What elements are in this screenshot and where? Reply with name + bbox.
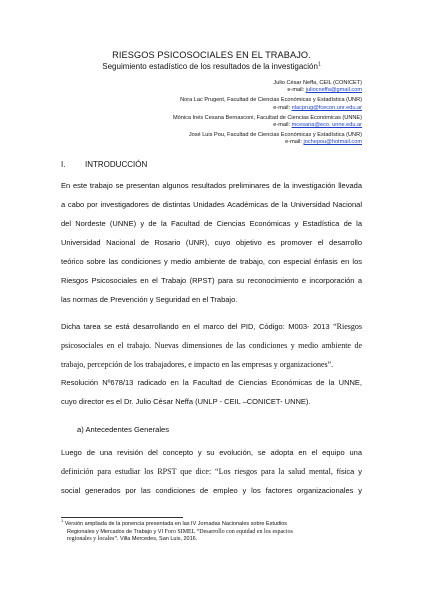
text-line: Luego de una revisión del concepto y su evolución, se adopta en el equipo una [61,448,362,457]
title-block [60,50,363,72]
author-email-link[interactable]: juliocneffa@gmail.com [305,87,362,94]
author-list [62,80,362,147]
author-name: Mónica Inés Cesana Bernasconi, Facultad de Ciencias Económicas (UNNE) [172,114,362,121]
text-segment: definición para estudiar los RPST que dice: “Los riesgos para la salud mental, [61,467,333,476]
text-line: Resolución Nº678/13 radicado en la Facultad de Ciencias Económicas de la UNNE, [61,378,362,387]
paper-subtitle [60,61,363,72]
text-segment: Dicha tarea se está desarrollando en el marco del PID, Código: M003- 2013 [61,322,330,331]
text-line: psicosociales en el trabajo. Nuevas dimensiones de las condiciones y medio ambiente de [61,341,362,350]
email-label: e-mail: [285,139,302,146]
text-line: del Nordeste (UNNE) y de la Facultad de Ciencias Económicas y Estadística de la [61,219,362,228]
author-email-link[interactable]: nlacprug@fcecon.unr.edu.ar [291,104,362,111]
text-line: En este trabajo se presentan algunos resultados preliminares de la investigación llevada [61,181,362,190]
section-title: INTRODUCCIÓN [85,160,148,169]
section-heading [61,160,147,170]
text-line: cuyo director es el Dr. Julio César Neffa (UNLP - CEIL –CONICET- UNNE). [61,397,311,406]
text-line: social generados por las condiciones de empleo y los factores organizacionales y [61,486,362,495]
subtitle-text: Seguimiento estadístico de los resultados de la investigación [102,62,318,71]
paragraph [61,443,362,500]
email-label: e-mail: [287,87,305,94]
text-segment: Regionales y Mercados de Trabajo y VI [67,528,163,535]
author-name: José Luis Pou, Facultad de Ciencias Económicas y Estadística (UNR) [188,131,362,138]
paragraph [61,373,362,411]
text-segment: Versión ampliada de la ponencia presentada en las IV Jornadas Nacionales sobre Estudios [64,521,288,527]
email-label: e-mail: [273,122,291,129]
author-email-line [62,122,362,129]
text-line [61,317,362,336]
footnote-divider [61,517,183,518]
author-name: Nora Lac Prugent, Facultad de Ciencias Económicas y Estadística (UNR) [180,97,362,104]
author-email-line [62,139,362,146]
author-email-line [62,87,362,94]
text-segment: Foro SIMEL “Desarrollo con equidad en los espacios [164,528,293,535]
footnote [61,518,362,544]
text-segment: física y [336,467,363,476]
text-line: a cabo por investigadores de distintas Unidades Académicas de la Universidad Nacional [61,200,362,209]
email-label: e-mail: [273,104,291,111]
text-line [61,462,362,481]
text-line: teórico sobre las condiciones y medio ambiente de trabajo, con especial énfasis en los [61,257,362,266]
section-number: I. [61,160,66,169]
text-segment: “Riesgos [333,322,362,331]
text-segment: Villa Mercedes, San Luis, 2016. [120,536,198,543]
paragraph [61,176,362,309]
paragraph [61,317,362,374]
author-email-line [62,105,362,112]
subtitle-footnote-mark[interactable]: 1 [317,61,321,68]
text-line: Universidad Nacional de Rosario (UNR), cuyo objetivo es promover el desarrollo [61,238,362,247]
text-line: Riesgos Psicosociales en el Trabajo (RPST) para su reconocimiento e incorporación a [61,276,362,285]
text-line: trabajo, percepción de los trabajadores, e impacto en las empresas y organizaciones”. [61,360,334,369]
author-email-link[interactable]: mcesana@eco. unne.edu.ar [291,122,362,129]
footnote-line [61,536,362,544]
text-line: las normas de Prevención y Seguridad en el Trabajo. [61,295,238,304]
footnote-mark: 1 [61,518,64,524]
author-email-link[interactable]: jochepou@hotmail.com [303,139,362,146]
footnote-line [61,518,362,529]
paper-title: RIESGOS PSICOSOCIALES EN EL TRABAJO. [112,50,311,60]
subsection-heading: a) Antecedentes Generales [77,425,170,434]
text-segment: regionales y locales”. [67,536,119,543]
footnote-line [61,529,362,537]
author-name: Julio César Neffa, CEIL (CONICET) [273,80,362,86]
